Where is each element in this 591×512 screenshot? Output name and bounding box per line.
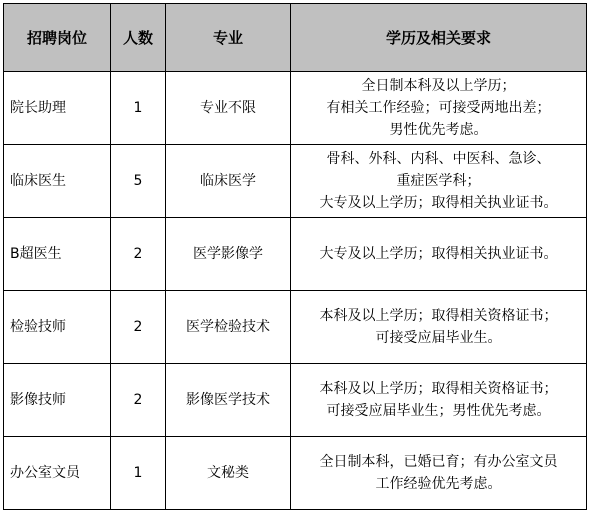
header-major: 专业 [166, 4, 291, 72]
table-row [4, 218, 587, 291]
cell-requirements [291, 291, 587, 364]
cell-count: 2 [111, 364, 166, 437]
table-row [4, 291, 587, 364]
table-row [4, 145, 587, 218]
header-row [4, 4, 587, 72]
cell-count: 1 [111, 72, 166, 145]
requirement-line: 本科及以上学历；取得相关资格证书； [319, 381, 558, 397]
requirement-line: 可接受应届毕业生。 [375, 330, 502, 346]
header-position: 招聘岗位 [4, 4, 111, 72]
cell-count: 2 [111, 291, 166, 364]
cell-requirements [291, 364, 587, 437]
recruitment-table [3, 3, 587, 510]
requirement-line: 本科及以上学历；取得相关资格证书； [319, 308, 558, 324]
cell-requirements [291, 145, 587, 218]
cell-position: 检验技师 [4, 291, 111, 364]
cell-requirements [291, 72, 587, 145]
requirement-line: 大专及以上学历；取得相关执业证书。 [319, 246, 558, 262]
cell-position: B超医生 [4, 218, 111, 291]
cell-requirements [291, 437, 587, 510]
cell-major: 影像医学技术 [166, 364, 291, 437]
table-row [4, 437, 587, 510]
header-count: 人数 [111, 4, 166, 72]
header-requirements: 学历及相关要求 [291, 4, 587, 72]
cell-major: 医学影像学 [166, 218, 291, 291]
cell-major: 医学检验技术 [166, 291, 291, 364]
requirement-line: 有相关工作经验；可接受两地出差； [326, 100, 551, 116]
table-row [4, 364, 587, 437]
requirement-line: 可接受应届毕业生；男性优先考虑。 [326, 403, 551, 419]
cell-major: 专业不限 [166, 72, 291, 145]
cell-major: 文秘类 [166, 437, 291, 510]
cell-position: 办公室文员 [4, 437, 111, 510]
cell-position: 影像技师 [4, 364, 111, 437]
cell-position: 院长助理 [4, 72, 111, 145]
requirement-line: 重症医学科； [396, 173, 481, 189]
cell-major: 临床医学 [166, 145, 291, 218]
cell-requirements [291, 218, 587, 291]
requirement-line: 工作经验优先考虑。 [375, 476, 502, 492]
cell-position: 临床医生 [4, 145, 111, 218]
requirement-line: 骨科、外科、内科、中医科、急诊、 [326, 151, 551, 167]
requirement-line: 全日制本科及以上学历； [361, 78, 516, 94]
cell-count: 2 [111, 218, 166, 291]
cell-count: 5 [111, 145, 166, 218]
requirement-line: 男性优先考虑。 [389, 122, 488, 138]
table-row [4, 72, 587, 145]
cell-count: 1 [111, 437, 166, 510]
requirement-line: 大专及以上学历；取得相关执业证书。 [319, 195, 558, 211]
requirement-line: 全日制本科，已婚已育；有办公室文员 [319, 454, 558, 470]
